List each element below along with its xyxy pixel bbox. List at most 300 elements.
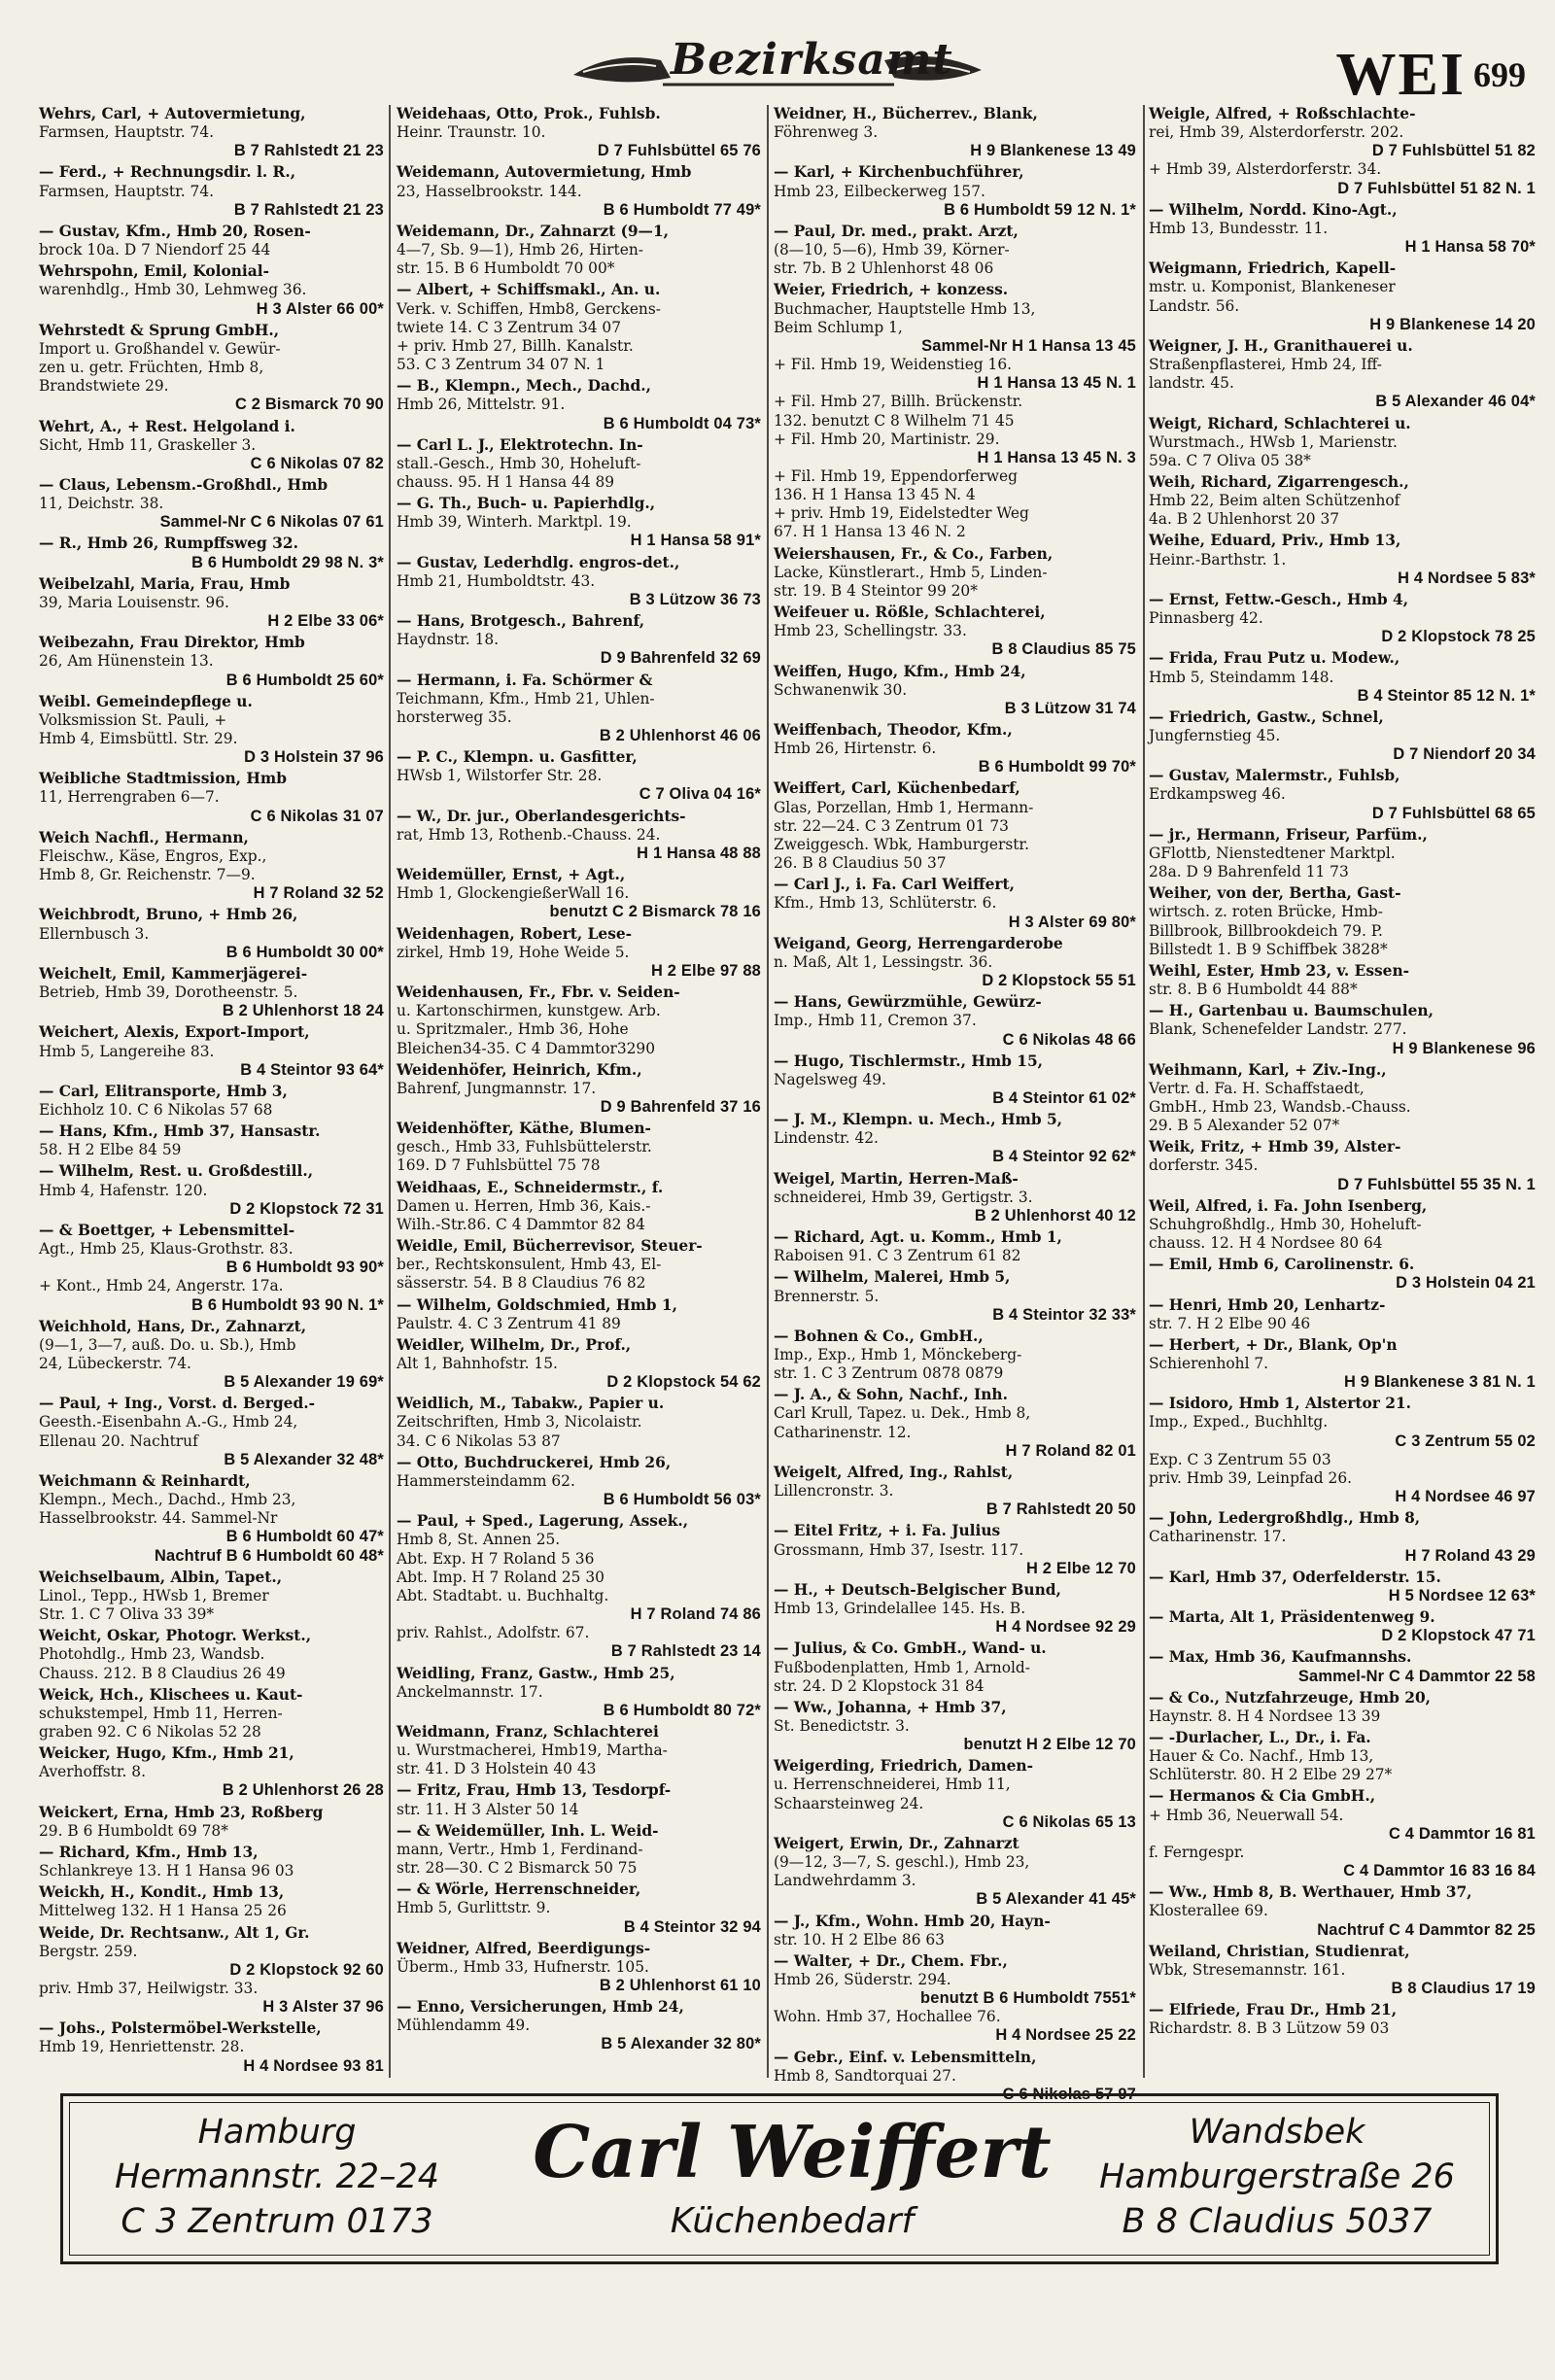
directory-entry — [774, 663, 1136, 718]
entry-detail-line: 169. D 7 Fuhlsbüttel 75 78 — [397, 1156, 601, 1175]
entry-name-line: — G. Th., Buch- u. Papierhdlg., — [397, 495, 656, 513]
entry-phone-line: H 4 Nordsee 5 83* — [1398, 569, 1536, 587]
entry-name-line: — Johs., Polstermöbel-Werkstelle, — [39, 2019, 322, 2038]
directory-entry — [1149, 1729, 1536, 1784]
entry-name-line: — Henri, Hmb 20, Lenhartz- — [1149, 1295, 1386, 1314]
entry-phone-line: C 6 Nikolas 65 13 — [1002, 1812, 1136, 1831]
entry-detail-line: Abt. Imp. H 7 Roland 25 30 — [397, 1568, 605, 1586]
entry-phone-line: D 2 Klopstock 72 31 — [229, 1199, 384, 1218]
entry-detail-line: Zweiggesch. Wbk, Hamburgerstr. — [774, 835, 1029, 853]
directory-entry — [39, 322, 384, 415]
entry-detail-line: Jungfernstieg 45. — [1149, 727, 1281, 744]
directory-entry — [774, 1639, 1136, 1695]
directory-entry — [39, 1023, 384, 1079]
directory-entry — [397, 1822, 761, 1878]
header-logo — [554, 31, 1001, 99]
entry-name-line: Weichmann & Reinhardt, — [39, 1471, 251, 1490]
directory-entry — [39, 1627, 384, 1682]
entry-phone-line: B 6 Humboldt 29 98 N. 3* — [191, 553, 384, 571]
logo-text: Bezirksamt — [671, 35, 953, 85]
entry-phone-line: D 3 Holstein 37 96 — [244, 748, 384, 767]
entry-name-line: Weigt, Richard, Schlachterei u. — [1149, 414, 1411, 432]
entry-detail-line: twiete 14. C 3 Zentrum 34 07 — [397, 318, 622, 336]
entry-phone-line: B 6 Humboldt 99 70* — [978, 758, 1136, 776]
entry-name-line: Weifeuer u. Rößle, Schlachterei, — [774, 604, 1046, 622]
entry-detail-line: Str. 1. C 7 Oliva 33 39* — [39, 1605, 215, 1624]
entry-detail-line: St. Benedictstr. 3. — [774, 1716, 910, 1735]
entry-detail-line: Klosterallee 69. — [1149, 1902, 1268, 1920]
entry-detail-line: str. 10. H 2 Elbe 86 63 — [774, 1930, 945, 1949]
entry-phone-line: B 6 Humboldt 60 47* — [225, 1528, 384, 1546]
entry-phone-line: B 7 Rahlstedt 21 23 — [233, 200, 384, 219]
directory-entry — [1149, 2001, 1536, 2038]
directory-entry — [1149, 1648, 1536, 1685]
directory-entry — [1149, 1061, 1536, 1136]
entry-name-line: Weickh, H., Kondit., Hmb 13, — [39, 1883, 285, 1902]
entry-name-line: Weidler, Wilhelm, Dr., Prof., — [397, 1335, 632, 1354]
entry-phone-line: B 6 Humboldt 59 12 N. 1* — [944, 200, 1136, 219]
entry-detail-line: Abt. Exp. H 7 Roland 5 36 — [397, 1549, 595, 1568]
entry-detail-line: Überm., Hmb 33, Hufnerstr. 105. — [397, 1957, 649, 1976]
directory-entry — [397, 612, 761, 668]
directory-entry — [774, 281, 1136, 541]
entry-name-line: — & Co., Nutzfahrzeuge, Hmb 20, — [1149, 1688, 1432, 1707]
entry-detail-line: str. 7. H 2 Elbe 90 46 — [1149, 1314, 1311, 1332]
directory-entry — [39, 1924, 384, 2018]
entry-phone-line: H 2 Elbe 97 88 — [650, 961, 761, 980]
entry-detail-line: str. 11. H 3 Alster 50 14 — [397, 1800, 579, 1818]
entry-name-line: — B., Klempn., Mech., Dachd., — [397, 377, 651, 396]
entry-detail-line: Catharinenstr. 12. — [774, 1423, 912, 1441]
entry-detail-line: 26, Am Hünenstein 13. — [39, 652, 214, 671]
directory-entry — [397, 377, 761, 432]
entry-name-line: — Wilhelm, Malerei, Hmb 5, — [774, 1268, 1011, 1287]
directory-entry — [397, 1512, 761, 1661]
entry-name-line: — Emil, Hmb 6, Carolinenstr. 6. — [1149, 1256, 1415, 1274]
directory-entry — [39, 418, 384, 473]
entry-phone-line: H 9 Blankenese 96 — [1392, 1039, 1536, 1057]
directory-entry — [39, 770, 384, 825]
directory-entry — [1149, 1002, 1536, 1057]
entry-detail-line: Bleichen34-35. C 4 Dammtor3290 — [397, 1039, 655, 1057]
entry-detail-line: Hmb 39, Winterh. Marktpl. 19. — [397, 513, 632, 532]
entry-name-line: Weigle, Alfred, + Roßschlachte- — [1149, 105, 1416, 122]
directory-entry — [1149, 1138, 1536, 1193]
entry-name-line: — Carl L. J., Elektrotechn. In- — [397, 435, 643, 454]
entry-phone-line: H 7 Roland 32 52 — [253, 884, 384, 903]
directory-entry — [39, 1569, 384, 1624]
entry-name-line: — Otto, Buchdruckerei, Hmb 26, — [397, 1453, 672, 1471]
entry-detail-line: Alt 1, Bahnhofstr. 15. — [397, 1355, 558, 1372]
entry-detail-line: Buchmacher, Hauptstelle Hmb 13, — [774, 299, 1036, 318]
directory-entry — [39, 262, 384, 318]
entry-detail-line: str. 8. B 6 Humboldt 44 88* — [1149, 981, 1358, 999]
entry-phone-line: B 7 Rahlstedt 23 14 — [610, 1642, 761, 1661]
entry-detail-line: Kfm., Hmb 13, Schlüterstr. 6. — [774, 894, 997, 913]
entry-name-line: Weigmann, Friedrich, Kapell- — [1149, 259, 1397, 278]
entry-detail-line: 24, Lübeckerstr. 74. — [39, 1355, 191, 1372]
directory-entry — [1149, 1509, 1536, 1565]
entry-name-line: Weibliche Stadtmission, Hmb — [39, 770, 287, 788]
directory-entry — [397, 925, 761, 981]
directory-entry — [39, 2019, 384, 2075]
entry-phone-line: B 4 Steintor 32 94 — [623, 1917, 761, 1936]
entry-detail-line: priv. Hmb 39, Leinpfad 26. — [1149, 1468, 1353, 1487]
entry-detail-line: Anckelmannstr. 17. — [397, 1682, 543, 1701]
directory-entry — [1149, 767, 1536, 822]
entry-detail-line: Ellernbusch 3. — [39, 924, 150, 943]
entry-name-line: Weigerding, Friedrich, Damen- — [774, 1757, 1033, 1776]
entry-detail-line: HWsb 1, Wilstorfer Str. 28. — [397, 767, 603, 785]
entry-phone-line: B 2 Uhlenhorst 40 12 — [974, 1206, 1136, 1224]
entry-phone-line: D 2 Klopstock 92 60 — [229, 1960, 384, 1979]
entry-detail-line: 26. B 8 Claudius 50 37 — [774, 854, 947, 873]
column-3 — [774, 105, 1136, 2103]
entry-name-line: — Ferd., + Rechnungsdir. l. R., — [39, 163, 296, 182]
ad-company — [471, 2106, 1113, 2244]
entry-phone-line: C 6 Nikolas 48 66 — [1002, 1030, 1136, 1049]
directory-entry — [1149, 1336, 1536, 1392]
directory-entry — [1149, 1569, 1536, 1605]
directory-entry — [774, 1111, 1136, 1166]
entry-phone-line: H 3 Alster 66 00* — [256, 299, 384, 318]
entry-detail-line: 29. B 5 Alexander 52 07* — [1149, 1117, 1340, 1135]
entry-detail-line: f. Ferngespr. — [1149, 1843, 1245, 1861]
entry-detail-line: zen u. getr. Früchten, Hmb 8, — [39, 359, 264, 377]
directory-entry — [774, 163, 1136, 219]
entry-name-line: — Karl, Hmb 37, Oderfelderstr. 15. — [1149, 1568, 1441, 1586]
entry-phone-line: H 7 Roland 74 86 — [630, 1605, 761, 1624]
directory-entry — [397, 1998, 761, 2053]
entry-phone-line: B 4 Steintor 92 62* — [992, 1148, 1136, 1166]
entry-phone-line: B 6 Humboldt 30 00* — [225, 943, 384, 961]
entry-name-line: — Richard, Agt. u. Komm., Hmb 1, — [774, 1228, 1062, 1247]
entry-phone-line: D 7 Niendorf 20 34 — [1393, 745, 1536, 764]
directory-entry — [39, 1122, 384, 1159]
entry-phone-line: B 6 Humboldt 77 49* — [603, 200, 761, 219]
entry-name-line: — & Boettger, + Lebensmittel- — [39, 1221, 295, 1239]
entry-phone-line: benutzt C 2 Bismarck 78 16 — [549, 903, 761, 921]
entry-phone-line: H 9 Blankenese 13 49 — [970, 142, 1136, 160]
entry-phone-line: D 7 Fuhlsbüttel 65 76 — [597, 142, 761, 160]
entry-name-line: Wehrspohn, Emil, Kolonial- — [39, 262, 269, 281]
entry-detail-line: + Fil. Hmb 27, Billh. Brückenstr. — [774, 393, 1023, 411]
entry-name-line: — Gustav, Lederhdlg. engros-det., — [397, 553, 680, 571]
entry-detail-line: + priv. Hmb 19, Eidelstedter Weg — [774, 504, 1029, 523]
directory-entry — [774, 876, 1136, 931]
directory-entry — [397, 808, 761, 863]
directory-entry — [39, 906, 384, 961]
entry-detail-line: gesch., Hmb 33, Fuhlsbüttelerstr. — [397, 1138, 652, 1156]
column-divider — [1143, 105, 1145, 2078]
directory-entry — [39, 223, 384, 259]
entry-detail-line: Imp., Exped., Buchhltg. — [1149, 1413, 1329, 1431]
directory-entry — [1149, 708, 1536, 764]
entry-name-line: Weidner, Alfred, Beerdigungs- — [397, 1939, 651, 1957]
entry-detail-line: Wurstmach., HWsb 1, Marienstr. — [1149, 432, 1398, 451]
directory-entry — [774, 545, 1136, 601]
entry-name-line: — H., + Deutsch-Belgischer Bund, — [774, 1580, 1061, 1599]
directory-entry — [774, 1522, 1136, 1577]
entry-detail-line: Landwehrdamm 3. — [774, 1872, 916, 1890]
entry-name-line: Weiland, Christian, Studienrat, — [1149, 1942, 1410, 1960]
entry-detail-line: Zeitschriften, Hmb 3, Nicolaistr. — [397, 1413, 642, 1431]
entry-detail-line: Catharinenstr. 17. — [1149, 1528, 1287, 1546]
entry-phone-line: D 7 Fuhlsbüttel 55 35 N. 1 — [1337, 1175, 1536, 1193]
entry-name-line: — Carl J., i. Fa. Carl Weiffert, — [774, 876, 1015, 894]
page-header — [39, 23, 1526, 116]
directory-entry — [39, 634, 384, 689]
directory-entry — [39, 1883, 384, 1920]
entry-name-line: Weichhold, Hans, Dr., Zahnarzt, — [39, 1317, 307, 1335]
entry-detail-line: Hmb 5, Gurlittstr. 9. — [397, 1899, 551, 1917]
entry-detail-line: Hasselbrookstr. 44. Sammel-Nr — [39, 1509, 278, 1528]
page-number: 699 — [1473, 55, 1526, 94]
directory-entry — [1149, 201, 1536, 257]
entry-detail-line: str. 41. D 3 Holstein 40 43 — [397, 1760, 597, 1778]
entry-name-line: Wehrt, A., + Rest. Helgoland i. — [39, 417, 295, 435]
entry-detail-line: Bergstr. 259. — [39, 1942, 138, 1960]
entry-detail-line: Wilh.-Str.86. C 4 Dammtor 82 84 — [397, 1215, 645, 1233]
entry-name-line: Weick, Hch., Klischees u. Kaut- — [39, 1685, 303, 1704]
directory-entry — [397, 1179, 761, 1234]
entry-phone-line: C 7 Oliva 04 16* — [639, 785, 761, 804]
entry-name-line: Weidling, Franz, Gastw., Hmb 25, — [397, 1664, 675, 1682]
entry-phone-line: D 9 Bahrenfeld 37 16 — [600, 1097, 761, 1116]
entry-name-line: Weickert, Erna, Hmb 23, Roßberg — [39, 1803, 324, 1821]
ad-wandsbek-address — [1078, 2110, 1476, 2244]
entry-name-line: — Eitel Fritz, + i. Fa. Julius — [774, 1522, 1001, 1540]
directory-entry — [774, 604, 1136, 659]
entry-name-line: — J., Kfm., Wohn. Hmb 20, Hayn- — [774, 1912, 1051, 1930]
directory-entry — [774, 1464, 1136, 1519]
entry-detail-line: str. 15. B 6 Humboldt 70 00* — [397, 259, 615, 278]
entry-name-line: — Bohnen & Co., GmbH., — [774, 1327, 984, 1345]
entry-phone-line: B 6 Humboldt 25 60* — [225, 671, 384, 689]
entry-phone-line: Nachtruf C 4 Dammtor 82 25 — [1317, 1920, 1536, 1939]
ad-right-phone: B 8 Claudius 5037 — [1122, 2202, 1433, 2241]
entry-detail-line: Hmb 4, Eimsbüttl. Str. 29. — [39, 730, 238, 747]
directory-entry — [774, 1699, 1136, 1754]
entry-detail-line: landstr. 45. — [1149, 374, 1234, 393]
entry-detail-line: + Fil. Hmb 19, Weidenstieg 16. — [774, 356, 1013, 374]
entry-phone-line: H 4 Nordsee 93 81 — [243, 2056, 384, 2075]
entry-phone-line: Sammel-Nr C 6 Nikolas 07 61 — [159, 513, 384, 532]
entry-name-line: — Friedrich, Gastw., Schnel, — [1149, 707, 1384, 726]
column-1 — [39, 105, 384, 2078]
entry-name-line: Weih, Richard, Zigarrengesch., — [1149, 472, 1409, 491]
directory-entry — [774, 105, 1136, 160]
entry-phone-line: C 4 Dammtor 16 83 16 84 — [1343, 1862, 1536, 1880]
section-letters: WEI — [1335, 42, 1466, 108]
directory-entry — [39, 965, 384, 1020]
entry-detail-line: Hmb 1, GlockengießerWall 16. — [397, 884, 630, 903]
column-2 — [397, 105, 761, 2078]
directory-entry — [39, 829, 384, 904]
ad-company-name: Carl Weiffert — [533, 2111, 1052, 2194]
entry-detail-line: Hmb 19, Henriettenstr. 28. — [39, 2038, 245, 2056]
entry-name-line: — Hans, Kfm., Hmb 37, Hansastr. — [39, 1122, 321, 1141]
entry-detail-line: Schuhgroßhdlg., Hmb 30, Hoheluft- — [1149, 1215, 1422, 1233]
directory-entry — [39, 105, 384, 160]
entry-detail-line: 59a. C 7 Oliva 05 38* — [1149, 451, 1311, 469]
entry-detail-line: Averhoffstr. 8. — [39, 1763, 146, 1781]
entry-phone-line: D 2 Klopstock 55 51 — [982, 972, 1136, 990]
entry-name-line: Weichelt, Emil, Kammerjägerei- — [39, 964, 308, 983]
entry-detail-line: Imp., Hmb 11, Cremon 37. — [774, 1012, 977, 1030]
entry-detail-line: 29. B 6 Humboldt 69 78* — [39, 1821, 228, 1840]
directory-entry — [774, 1581, 1136, 1637]
entry-phone-line: B 5 Alexander 46 04* — [1375, 393, 1536, 411]
column-divider — [389, 105, 391, 2078]
entry-detail-line: Schlankreye 13. H 1 Hansa 96 03 — [39, 1862, 294, 1880]
entry-phone-line: B 5 Alexander 32 48* — [224, 1450, 384, 1468]
entry-detail-line: dorferstr. 345. — [1149, 1156, 1259, 1175]
entry-phone-line: H 1 Hansa 58 91* — [630, 532, 761, 550]
entry-detail-line: Hammersteindamm 62. — [397, 1471, 575, 1490]
entry-detail-line: Heinr. Traunstr. 10. — [397, 123, 546, 142]
entry-phone-line: B 2 Uhlenhorst 46 06 — [599, 727, 761, 744]
entry-detail-line: Hmb 8, St. Annen 25. — [397, 1531, 561, 1549]
directory-entry — [397, 1120, 761, 1175]
directory-entry — [1149, 105, 1536, 198]
entry-name-line: Weidle, Emil, Bücherrevisor, Steuer- — [397, 1237, 703, 1256]
entry-name-line: — Carl, Elitransporte, Hmb 3, — [39, 1082, 288, 1100]
entry-name-line: Weigner, J. H., Granithauerei u. — [1149, 336, 1413, 355]
entry-detail-line: Hmb 23, Schellingstr. 33. — [774, 622, 967, 640]
entry-detail-line: sässerstr. 54. B 8 Claudius 76 82 — [397, 1274, 646, 1293]
directory-entry — [397, 554, 761, 609]
entry-detail-line: Schierenhohl 7. — [1149, 1355, 1269, 1372]
entry-phone-line: B 5 Alexander 41 45* — [976, 1890, 1136, 1909]
entry-name-line: Weidenhagen, Robert, Lese- — [397, 924, 633, 943]
ad-right-city: Wandsbek — [1189, 2113, 1365, 2152]
entry-name-line: — Gebr., Einf. v. Lebensmitteln, — [774, 2048, 1037, 2066]
entry-phone-line: H 1 Hansa 48 88 — [637, 844, 761, 862]
ad-business-type: Küchenbedarf — [670, 2201, 915, 2241]
entry-detail-line: 4a. B 2 Uhlenhorst 20 37 — [1149, 510, 1340, 529]
ad-left-phone: C 3 Zentrum 0173 — [121, 2202, 433, 2241]
entry-phone-line: B 3 Lützow 36 73 — [629, 590, 761, 608]
entry-name-line: — Frida, Frau Putz u. Modew., — [1149, 649, 1400, 668]
entry-name-line: Weier, Friedrich, + konzess. — [774, 281, 1009, 299]
directory-entry — [397, 1880, 761, 1936]
directory-entry — [774, 1757, 1136, 1832]
directory-entry — [1149, 532, 1536, 587]
directory-entry — [39, 1162, 384, 1218]
entry-phone-line: B 4 Steintor 32 33* — [992, 1305, 1136, 1324]
entry-name-line: Weidehaas, Otto, Prok., Fuhlsb. — [397, 105, 661, 122]
entry-name-line: — Hermann, i. Fa. Schörmer & — [397, 671, 653, 689]
entry-name-line: — Elfriede, Frau Dr., Hmb 21, — [1149, 2001, 1398, 2019]
entry-detail-line: Paulstr. 4. C 3 Zentrum 41 89 — [397, 1314, 621, 1332]
entry-detail-line: Fußbodenplatten, Hmb 1, Arnold- — [774, 1658, 1030, 1676]
directory-entry — [39, 476, 384, 532]
entry-phone-line: B 5 Alexander 19 69* — [224, 1373, 384, 1392]
entry-phone-line: C 2 Bismarck 70 90 — [234, 396, 384, 414]
entry-phone-line: B 6 Humboldt 80 72* — [603, 1701, 761, 1719]
entry-detail-line: Hmb 26, Hirtenstr. 6. — [774, 740, 937, 758]
entry-name-line: — Hans, Brotgesch., Bahrenf, — [397, 612, 645, 631]
entry-name-line: Weiffen, Hugo, Kfm., Hmb 24, — [774, 662, 1026, 680]
entry-name-line: — Herbert, + Dr., Blank, Op'n — [1149, 1335, 1398, 1354]
directory-entry — [39, 1804, 384, 1841]
entry-name-line: Weich Nachfl., Hermann, — [39, 828, 249, 846]
entry-name-line: — Ww., Johanna, + Hmb 37, — [774, 1698, 1007, 1716]
entry-phone-line: H 1 Hansa 13 45 N. 3 — [977, 448, 1136, 466]
entry-detail-line: + Hmb 39, Alsterdorferstr. 34. — [1149, 160, 1382, 179]
entry-name-line: Weihl, Ester, Hmb 23, v. Essen- — [1149, 961, 1410, 980]
entry-name-line: Weiher, von der, Bertha, Gast- — [1149, 884, 1401, 903]
entry-detail-line: (8—10, 5—6), Hmb 39, Körner- — [774, 241, 1010, 259]
entry-phone-line: H 4 Nordsee 25 22 — [995, 2026, 1136, 2045]
entry-name-line: — John, Ledergroßhdlg., Hmb 8, — [1149, 1509, 1421, 1528]
entry-name-line: Weidmann, Franz, Schlachterei — [397, 1722, 659, 1741]
entry-phone-line: H 4 Nordsee 92 29 — [995, 1618, 1136, 1637]
entry-detail-line: Glas, Porzellan, Hmb 1, Hermann- — [774, 798, 1034, 816]
entry-detail-line: Betrieb, Hmb 39, Dorotheenstr. 5. — [39, 983, 298, 1002]
entry-detail-line: rei, Hmb 39, Alsterdorferstr. 202. — [1149, 123, 1404, 142]
entry-detail-line: Eichholz 10. C 6 Nikolas 57 68 — [39, 1100, 273, 1119]
entry-phone-line: D 2 Klopstock 47 71 — [1381, 1627, 1536, 1645]
entry-detail-line: Vertr. d. Fa. H. Schaffstaedt, — [1149, 1079, 1365, 1097]
entry-phone-line: D 2 Klopstock 78 25 — [1381, 628, 1536, 646]
entry-detail-line: Damen u. Herren, Hmb 36, Kais.- — [397, 1196, 651, 1215]
directory-entry — [39, 1083, 384, 1120]
entry-phone-line: H 3 Alster 37 96 — [262, 1998, 384, 2017]
entry-detail-line: Brandstwiete 29. — [39, 377, 169, 396]
entry-detail-line: u. Spritzmaler., Hmb 36, Hohe — [397, 1020, 629, 1039]
entry-name-line: Wehrstedt & Sprung GmbH., — [39, 321, 280, 339]
entry-detail-line: 34. C 6 Nikolas 53 87 — [397, 1431, 561, 1450]
entry-detail-line: Haydnstr. 18. — [397, 631, 500, 649]
directory-entry — [397, 672, 761, 746]
entry-name-line: Weidemüller, Ernst, + Agt., — [397, 866, 626, 884]
entry-name-line: Weidhaas, E., Schneidermstr., f. — [397, 1178, 664, 1196]
directory-entry — [774, 721, 1136, 776]
directory-entry — [397, 495, 761, 550]
entry-name-line: Weidner, H., Bücherrev., Blank, — [774, 105, 1038, 122]
entry-detail-line: 4—7, Sb. 9—1), Hmb 26, Hirten- — [397, 241, 643, 259]
directory-entry — [1149, 591, 1536, 646]
directory-entry — [397, 866, 761, 921]
entry-detail-line: Fleischw., Käse, Engros, Exp., — [39, 846, 267, 865]
entry-phone-line: benutzt B 6 Humboldt 7551* — [920, 1989, 1136, 2008]
directory-entry — [1149, 826, 1536, 881]
entry-name-line: — P. C., Klempn. u. Gasfitter, — [397, 748, 638, 767]
entry-name-line: — -Durlacher, L., Dr., i. Fa. — [1149, 1728, 1371, 1746]
entry-name-line: Weiershausen, Fr., & Co., Farben, — [774, 544, 1054, 563]
directory-entry — [1149, 415, 1536, 470]
entry-name-line: Weihmann, Karl, + Ziv.-Ing., — [1149, 1060, 1387, 1079]
directory-entry — [774, 935, 1136, 990]
entry-phone-line: D 7 Fuhlsbüttel 68 65 — [1371, 804, 1536, 822]
directory-entry — [1149, 473, 1536, 529]
entry-detail-line: Grossmann, Hmb 37, Isestr. 117. — [774, 1540, 1024, 1559]
entry-detail-line: 132. benutzt C 8 Wilhelm 71 45 — [774, 411, 1015, 430]
entry-detail-line: Hmb 5, Steindamm 148. — [1149, 668, 1334, 686]
directory-entry — [774, 1913, 1136, 1949]
directory-entry — [1149, 962, 1536, 999]
directory-entry — [1149, 1395, 1536, 1506]
entry-phone-line: B 7 Rahlstedt 20 50 — [985, 1500, 1136, 1519]
entry-name-line: — Gustav, Malermstr., Fuhlsb, — [1149, 767, 1400, 785]
entry-detail-line: Hmb 8, Sandtorquai 27. — [774, 2066, 956, 2085]
directory-entry — [397, 748, 761, 804]
directory-entry — [397, 1061, 761, 1117]
directory-entry — [39, 1395, 384, 1469]
column-divider — [767, 105, 769, 2078]
